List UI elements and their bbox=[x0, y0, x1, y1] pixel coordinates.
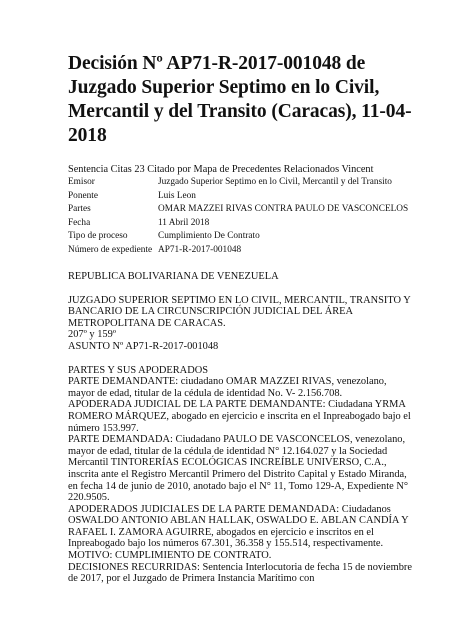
meta-key: Número de expediente bbox=[68, 244, 153, 255]
years-line: 207º y 159º bbox=[68, 329, 117, 341]
meta-value: OMAR MAZZEI RIVAS CONTRA PAULO DE VASCONCELOS bbox=[158, 204, 409, 214]
meta-value: Cumplimiento De Contrato bbox=[158, 231, 260, 241]
plaintiff-paragraph: PARTE DEMANDANTE: ciudadano OMAR MAZZEI RIVAS, venezolano, mayor de edad, titular de la cédula de identidad No. V- 2.156.708. bbox=[68, 376, 387, 399]
meta-value: 11 Abril 2018 bbox=[158, 217, 210, 228]
meta-key: Ponente bbox=[68, 190, 98, 201]
defendant-paragraph: PARTE DEMANDADA: Ciudadano PAULO DE VASCONCELOS, venezolano, mayor de edad, titular de la cédula de identidad N° 12.164.027 y la Sociedad Mercantil TINTORERÍAS ECOLÓGICAS INCREÍBLE UNIVERSO, C.A., inscrita ante el Registro Mercantil Primero del Distrito Capital y Estado Miranda, en fecha 14 de junio de 2010, anotado bajo el N° 11, Tomo 129-A, Expediente N° 220.9505. bbox=[68, 434, 408, 504]
meta-row bbox=[68, 230, 408, 244]
meta-value: AP71-R-2017-001048 bbox=[158, 244, 242, 255]
meta-key: Tipo de proceso bbox=[68, 231, 128, 241]
republica-heading: REPUBLICA BOLIVARIANA DE VENEZUELA bbox=[68, 271, 279, 282]
meta-value: Luis Leon bbox=[158, 190, 196, 201]
motive-line: MOTIVO: CUMPLIMIENTO DE CONTRATO. bbox=[68, 550, 272, 562]
page-title: Decisión Nº AP71-R-2017-001048 de Juzgado Superior Septimo en lo Civil, Mercantil y del Transito (Caracas), 11-04-2018 bbox=[68, 53, 412, 146]
meta-key: Fecha bbox=[68, 217, 91, 228]
parties-heading: PARTES Y SUS APODERADOS bbox=[68, 364, 208, 376]
citations-line: Sentencia Citas 23 Citado por Mapa de Precedentes Relacionados Vincent bbox=[68, 164, 374, 175]
meta-row bbox=[68, 176, 408, 190]
meta-row bbox=[68, 190, 408, 204]
meta-row bbox=[68, 203, 408, 217]
plaintiff-attorney-paragraph: APODERADA JUDICIAL DE LA PARTE DEMANDANTE: Ciudadana YRMA ROMERO MÁRQUEZ, abogado en ejercicio e inscrita en el Inpreabogado bajo el número 153.997. bbox=[68, 399, 411, 434]
metadata-table bbox=[68, 176, 408, 257]
defendant-attorneys-paragraph: APODERADOS JUDICIALES DE LA PARTE DEMANDADA: Ciudadanos OSWALDO ANTONIO ABLAN HALLAK, OSWALDO E. ABLAN CANDÍA Y RAFAEL I. ZAMORA AGUIRRE, abogados en ejercicio e inscritos en el Inpreabogado bajo los números 67.301, 36.358 y 155.514, respectivamente. bbox=[68, 503, 409, 550]
decisions-paragraph: DECISIONES RECURRIDAS: Sentencia Interlocutoria de fecha 15 de noviembre de 2017, por el Juzgado de Primera Instancia Marítimo con bbox=[68, 561, 412, 585]
case-number: ASUNTO Nº AP71-R-2017-001048 bbox=[68, 340, 219, 352]
meta-key: Partes bbox=[68, 204, 91, 214]
document-body bbox=[68, 271, 412, 585]
meta-value: Juzgado Superior Septimo en lo Civil, Mercantil y del Transito bbox=[158, 177, 392, 187]
meta-row bbox=[68, 244, 408, 258]
meta-key: Emisor bbox=[68, 177, 95, 187]
meta-row bbox=[68, 217, 408, 231]
court-heading: JUZGADO SUPERIOR SEPTIMO EN LO CIVIL, MERCANTIL, TRANSITO Y BANCARIO DE LA CIRCUNSCRIPCIÓN JUDICIAL DEL ÁREA METROPOLITANA DE CARACAS. bbox=[68, 294, 411, 329]
